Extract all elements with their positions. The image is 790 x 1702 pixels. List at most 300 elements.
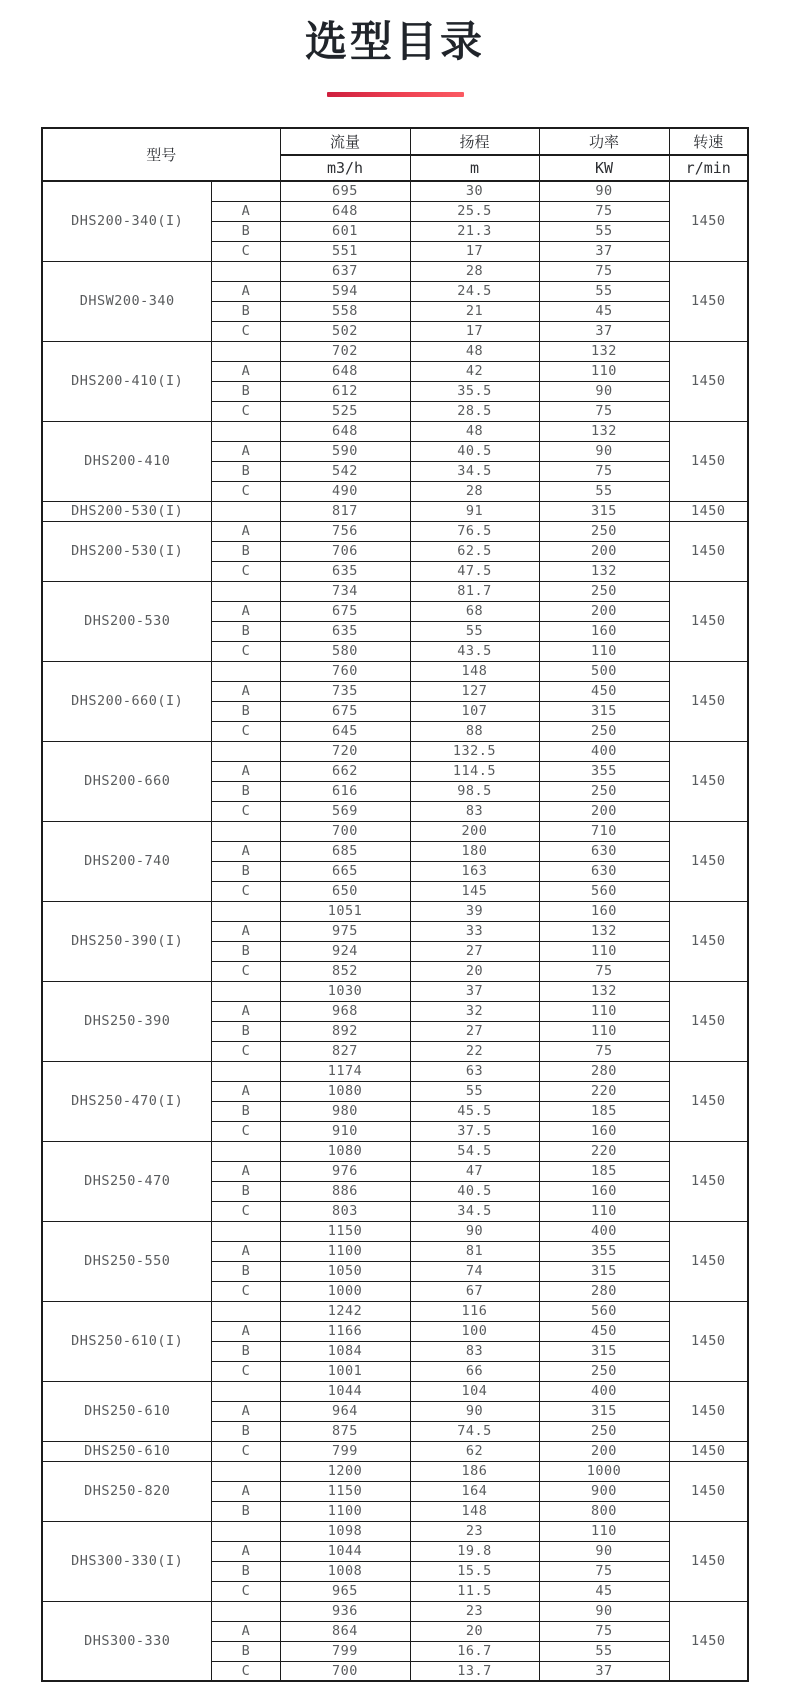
model-cell: DHS200-410 <box>42 421 212 501</box>
flow-value-cell: 1100 <box>280 1501 410 1521</box>
flow-value-cell: 665 <box>280 861 410 881</box>
speed-value-cell: 1450 <box>669 1601 748 1681</box>
head-value-cell: 148 <box>410 661 539 681</box>
flow-value-cell: 1100 <box>280 1241 410 1261</box>
variant-letter-cell: A <box>212 1401 280 1421</box>
model-cell: DHS250-610 <box>42 1441 212 1461</box>
flow-value-cell: 1080 <box>280 1081 410 1101</box>
flow-value-cell: 662 <box>280 761 410 781</box>
variant-letter-cell <box>212 261 280 281</box>
flow-value-cell: 1044 <box>280 1381 410 1401</box>
variant-letter-cell <box>212 1601 280 1621</box>
variant-letter-cell: C <box>212 1361 280 1381</box>
head-value-cell: 20 <box>410 961 539 981</box>
head-value-cell: 74 <box>410 1261 539 1281</box>
flow-value-cell: 645 <box>280 721 410 741</box>
variant-letter-cell <box>212 1521 280 1541</box>
variant-letter-cell: A <box>212 1321 280 1341</box>
speed-value-cell: 1450 <box>669 1301 748 1381</box>
flow-value-cell: 616 <box>280 781 410 801</box>
head-value-cell: 34.5 <box>410 1201 539 1221</box>
table-row <box>42 341 748 361</box>
power-value-cell: 500 <box>539 661 669 681</box>
power-value-cell: 110 <box>539 1201 669 1221</box>
flow-value-cell: 975 <box>280 921 410 941</box>
speed-value-cell: 1450 <box>669 521 748 581</box>
model-cell: DHS250-610 <box>42 1381 212 1441</box>
model-cell: DHS250-470(I) <box>42 1061 212 1141</box>
flow-value-cell: 648 <box>280 201 410 221</box>
head-value-cell: 66 <box>410 1361 539 1381</box>
variant-letter-cell <box>212 1061 280 1081</box>
flow-value-cell: 700 <box>280 821 410 841</box>
variant-letter-cell: A <box>212 1621 280 1641</box>
table-row <box>42 1461 748 1481</box>
flow-value-cell: 675 <box>280 701 410 721</box>
flow-value-cell: 720 <box>280 741 410 761</box>
power-value-cell: 75 <box>539 1621 669 1641</box>
head-value-cell: 13.7 <box>410 1661 539 1681</box>
flow-value-cell: 525 <box>280 401 410 421</box>
speed-value-cell: 1450 <box>669 981 748 1061</box>
variant-letter-cell: B <box>212 1181 280 1201</box>
variant-letter-cell: A <box>212 361 280 381</box>
head-value-cell: 27 <box>410 1021 539 1041</box>
speed-value-cell: 1450 <box>669 661 748 741</box>
head-value-cell: 81.7 <box>410 581 539 601</box>
head-value-cell: 28 <box>410 261 539 281</box>
head-value-cell: 37.5 <box>410 1121 539 1141</box>
flow-value-cell: 1051 <box>280 901 410 921</box>
head-value-cell: 132.5 <box>410 741 539 761</box>
variant-letter-cell <box>212 661 280 681</box>
table-body <box>42 181 748 1681</box>
variant-letter-cell: C <box>212 801 280 821</box>
model-cell: DHS250-390(I) <box>42 901 212 981</box>
variant-letter-cell <box>212 901 280 921</box>
variant-letter-cell <box>212 581 280 601</box>
power-value-cell: 110 <box>539 1001 669 1021</box>
variant-letter-cell: B <box>212 701 280 721</box>
flow-value-cell: 1174 <box>280 1061 410 1081</box>
head-value-cell: 163 <box>410 861 539 881</box>
power-value-cell: 75 <box>539 461 669 481</box>
power-value-cell: 315 <box>539 1261 669 1281</box>
head-value-cell: 55 <box>410 1081 539 1101</box>
table-row <box>42 521 748 541</box>
power-value-cell: 160 <box>539 1181 669 1201</box>
flow-value-cell: 702 <box>280 341 410 361</box>
col-unit-power: KW <box>539 155 669 181</box>
head-value-cell: 62.5 <box>410 541 539 561</box>
flow-value-cell: 924 <box>280 941 410 961</box>
power-value-cell: 55 <box>539 281 669 301</box>
head-value-cell: 63 <box>410 1061 539 1081</box>
variant-letter-cell <box>212 501 280 521</box>
variant-letter-cell <box>212 821 280 841</box>
table-row <box>42 1221 748 1241</box>
flow-value-cell: 799 <box>280 1641 410 1661</box>
model-cell: DHS200-530(I) <box>42 521 212 581</box>
table-row <box>42 1521 748 1541</box>
table-row <box>42 821 748 841</box>
head-value-cell: 23 <box>410 1601 539 1621</box>
head-value-cell: 200 <box>410 821 539 841</box>
table-row <box>42 1381 748 1401</box>
col-header-power: 功率 <box>539 128 669 155</box>
flow-value-cell: 594 <box>280 281 410 301</box>
flow-value-cell: 1001 <box>280 1361 410 1381</box>
flow-value-cell: 580 <box>280 641 410 661</box>
flow-value-cell: 551 <box>280 241 410 261</box>
title-underline-bar <box>327 92 464 97</box>
model-cell: DHS300-330 <box>42 1601 212 1681</box>
variant-letter-cell: A <box>212 1161 280 1181</box>
col-unit-head: m <box>410 155 539 181</box>
power-value-cell: 800 <box>539 1501 669 1521</box>
variant-letter-cell: A <box>212 1081 280 1101</box>
flow-value-cell: 968 <box>280 1001 410 1021</box>
speed-value-cell: 1450 <box>669 1461 748 1521</box>
table-row <box>42 1301 748 1321</box>
variant-letter-cell: C <box>212 1121 280 1141</box>
flow-value-cell: 864 <box>280 1621 410 1641</box>
head-value-cell: 54.5 <box>410 1141 539 1161</box>
table-row <box>42 501 748 521</box>
model-cell: DHS200-660 <box>42 741 212 821</box>
flow-value-cell: 601 <box>280 221 410 241</box>
head-value-cell: 37 <box>410 981 539 1001</box>
power-value-cell: 110 <box>539 941 669 961</box>
variant-letter-cell: C <box>212 1581 280 1601</box>
variant-letter-cell <box>212 741 280 761</box>
head-value-cell: 21.3 <box>410 221 539 241</box>
speed-value-cell: 1450 <box>669 1381 748 1441</box>
variant-letter-cell: A <box>212 921 280 941</box>
power-value-cell: 75 <box>539 201 669 221</box>
power-value-cell: 200 <box>539 601 669 621</box>
variant-letter-cell: A <box>212 521 280 541</box>
flow-value-cell: 558 <box>280 301 410 321</box>
power-value-cell: 55 <box>539 481 669 501</box>
head-value-cell: 180 <box>410 841 539 861</box>
flow-value-cell: 735 <box>280 681 410 701</box>
variant-letter-cell: B <box>212 1641 280 1661</box>
head-value-cell: 68 <box>410 601 539 621</box>
head-value-cell: 148 <box>410 1501 539 1521</box>
power-value-cell: 45 <box>539 301 669 321</box>
table-row <box>42 181 748 201</box>
model-cell: DHS200-660(I) <box>42 661 212 741</box>
head-value-cell: 100 <box>410 1321 539 1341</box>
power-value-cell: 160 <box>539 901 669 921</box>
flow-value-cell: 695 <box>280 181 410 201</box>
power-value-cell: 75 <box>539 261 669 281</box>
flow-value-cell: 1044 <box>280 1541 410 1561</box>
power-value-cell: 400 <box>539 1221 669 1241</box>
head-value-cell: 15.5 <box>410 1561 539 1581</box>
power-value-cell: 185 <box>539 1101 669 1121</box>
variant-letter-cell: A <box>212 281 280 301</box>
variant-letter-cell: B <box>212 301 280 321</box>
variant-letter-cell: B <box>212 621 280 641</box>
variant-letter-cell: A <box>212 841 280 861</box>
power-value-cell: 250 <box>539 581 669 601</box>
flow-value-cell: 1242 <box>280 1301 410 1321</box>
variant-letter-cell: A <box>212 681 280 701</box>
power-value-cell: 250 <box>539 721 669 741</box>
model-cell: DHS200-530 <box>42 581 212 661</box>
flow-value-cell: 980 <box>280 1101 410 1121</box>
power-value-cell: 315 <box>539 501 669 521</box>
head-value-cell: 33 <box>410 921 539 941</box>
variant-letter-cell: C <box>212 401 280 421</box>
head-value-cell: 24.5 <box>410 281 539 301</box>
head-value-cell: 47.5 <box>410 561 539 581</box>
head-value-cell: 19.8 <box>410 1541 539 1561</box>
power-value-cell: 355 <box>539 761 669 781</box>
speed-value-cell: 1450 <box>669 1061 748 1141</box>
head-value-cell: 32 <box>410 1001 539 1021</box>
variant-letter-cell: C <box>212 561 280 581</box>
variant-letter-cell: B <box>212 941 280 961</box>
flow-value-cell: 590 <box>280 441 410 461</box>
power-value-cell: 250 <box>539 1421 669 1441</box>
head-value-cell: 114.5 <box>410 761 539 781</box>
head-value-cell: 40.5 <box>410 441 539 461</box>
flow-value-cell: 569 <box>280 801 410 821</box>
variant-letter-cell: B <box>212 1341 280 1361</box>
power-value-cell: 110 <box>539 1021 669 1041</box>
flow-value-cell: 1098 <box>280 1521 410 1541</box>
speed-value-cell: 1450 <box>669 1221 748 1301</box>
speed-value-cell: 1450 <box>669 901 748 981</box>
table-row <box>42 421 748 441</box>
variant-letter-cell: C <box>212 641 280 661</box>
variant-letter-cell <box>212 421 280 441</box>
head-value-cell: 98.5 <box>410 781 539 801</box>
table-row <box>42 1601 748 1621</box>
power-value-cell: 250 <box>539 781 669 801</box>
flow-value-cell: 799 <box>280 1441 410 1461</box>
head-value-cell: 55 <box>410 621 539 641</box>
head-value-cell: 34.5 <box>410 461 539 481</box>
flow-value-cell: 542 <box>280 461 410 481</box>
variant-letter-cell: B <box>212 381 280 401</box>
power-value-cell: 90 <box>539 381 669 401</box>
variant-letter-cell: C <box>212 1281 280 1301</box>
head-value-cell: 17 <box>410 321 539 341</box>
flow-value-cell: 1150 <box>280 1481 410 1501</box>
model-cell: DHS200-740 <box>42 821 212 901</box>
variant-letter-cell <box>212 1141 280 1161</box>
head-value-cell: 35.5 <box>410 381 539 401</box>
variant-letter-cell: B <box>212 1101 280 1121</box>
flow-value-cell: 635 <box>280 561 410 581</box>
variant-letter-cell <box>212 181 280 201</box>
power-value-cell: 630 <box>539 861 669 881</box>
table-header <box>42 128 748 181</box>
power-value-cell: 200 <box>539 801 669 821</box>
variant-letter-cell: A <box>212 1541 280 1561</box>
power-value-cell: 400 <box>539 741 669 761</box>
power-value-cell: 45 <box>539 1581 669 1601</box>
variant-letter-cell <box>212 341 280 361</box>
power-value-cell: 220 <box>539 1081 669 1101</box>
variant-letter-cell <box>212 1221 280 1241</box>
flow-value-cell: 1030 <box>280 981 410 1001</box>
table-row <box>42 1441 748 1461</box>
head-value-cell: 45.5 <box>410 1101 539 1121</box>
model-cell: DHS300-330(I) <box>42 1521 212 1601</box>
head-value-cell: 116 <box>410 1301 539 1321</box>
head-value-cell: 47 <box>410 1161 539 1181</box>
power-value-cell: 355 <box>539 1241 669 1261</box>
variant-letter-cell: A <box>212 761 280 781</box>
model-cell: DHS200-340(I) <box>42 181 212 261</box>
power-value-cell: 90 <box>539 441 669 461</box>
flow-value-cell: 852 <box>280 961 410 981</box>
variant-letter-cell <box>212 981 280 1001</box>
flow-value-cell: 1166 <box>280 1321 410 1341</box>
head-value-cell: 40.5 <box>410 1181 539 1201</box>
head-value-cell: 186 <box>410 1461 539 1481</box>
flow-value-cell: 612 <box>280 381 410 401</box>
speed-value-cell: 1450 <box>669 341 748 421</box>
speed-value-cell: 1450 <box>669 181 748 261</box>
flow-value-cell: 648 <box>280 361 410 381</box>
variant-letter-cell: C <box>212 961 280 981</box>
power-value-cell: 315 <box>539 701 669 721</box>
model-cell: DHS200-530(I) <box>42 501 212 521</box>
flow-value-cell: 1000 <box>280 1281 410 1301</box>
head-value-cell: 28.5 <box>410 401 539 421</box>
flow-value-cell: 490 <box>280 481 410 501</box>
head-value-cell: 48 <box>410 421 539 441</box>
flow-value-cell: 875 <box>280 1421 410 1441</box>
head-value-cell: 16.7 <box>410 1641 539 1661</box>
head-value-cell: 164 <box>410 1481 539 1501</box>
power-value-cell: 90 <box>539 1541 669 1561</box>
table-row <box>42 741 748 761</box>
power-value-cell: 110 <box>539 641 669 661</box>
variant-letter-cell <box>212 1301 280 1321</box>
col-header-speed: 转速 <box>669 128 748 155</box>
head-value-cell: 39 <box>410 901 539 921</box>
head-value-cell: 127 <box>410 681 539 701</box>
col-header-flow: 流量 <box>280 128 410 155</box>
variant-letter-cell: C <box>212 1661 280 1681</box>
power-value-cell: 280 <box>539 1061 669 1081</box>
speed-value-cell: 1450 <box>669 821 748 901</box>
power-value-cell: 400 <box>539 1381 669 1401</box>
flow-value-cell: 734 <box>280 581 410 601</box>
flow-value-cell: 650 <box>280 881 410 901</box>
power-value-cell: 250 <box>539 1361 669 1381</box>
head-value-cell: 90 <box>410 1401 539 1421</box>
flow-value-cell: 1008 <box>280 1561 410 1581</box>
variant-letter-cell: B <box>212 461 280 481</box>
flow-value-cell: 817 <box>280 501 410 521</box>
head-value-cell: 104 <box>410 1381 539 1401</box>
power-value-cell: 132 <box>539 421 669 441</box>
power-value-cell: 560 <box>539 1301 669 1321</box>
variant-letter-cell: C <box>212 1041 280 1061</box>
head-value-cell: 30 <box>410 181 539 201</box>
power-value-cell: 1000 <box>539 1461 669 1481</box>
power-value-cell: 220 <box>539 1141 669 1161</box>
flow-value-cell: 635 <box>280 621 410 641</box>
variant-letter-cell: A <box>212 1001 280 1021</box>
variant-letter-cell: C <box>212 1441 280 1461</box>
speed-value-cell: 1450 <box>669 501 748 521</box>
model-cell: DHSW200-340 <box>42 261 212 341</box>
power-value-cell: 132 <box>539 921 669 941</box>
flow-value-cell: 936 <box>280 1601 410 1621</box>
flow-value-cell: 1084 <box>280 1341 410 1361</box>
flow-value-cell: 502 <box>280 321 410 341</box>
power-value-cell: 55 <box>539 1641 669 1661</box>
table-row <box>42 1141 748 1161</box>
speed-value-cell: 1450 <box>669 261 748 341</box>
speed-value-cell: 1450 <box>669 741 748 821</box>
flow-value-cell: 700 <box>280 1661 410 1681</box>
variant-letter-cell: C <box>212 481 280 501</box>
head-value-cell: 21 <box>410 301 539 321</box>
head-value-cell: 83 <box>410 801 539 821</box>
head-value-cell: 83 <box>410 1341 539 1361</box>
power-value-cell: 75 <box>539 401 669 421</box>
head-value-cell: 11.5 <box>410 1581 539 1601</box>
flow-value-cell: 976 <box>280 1161 410 1181</box>
table-row <box>42 901 748 921</box>
head-value-cell: 20 <box>410 1621 539 1641</box>
flow-value-cell: 637 <box>280 261 410 281</box>
head-value-cell: 107 <box>410 701 539 721</box>
power-value-cell: 75 <box>539 1561 669 1581</box>
variant-letter-cell: B <box>212 861 280 881</box>
table-row <box>42 661 748 681</box>
flow-value-cell: 685 <box>280 841 410 861</box>
power-value-cell: 75 <box>539 961 669 981</box>
selection-catalog-table <box>41 127 749 1682</box>
head-value-cell: 90 <box>410 1221 539 1241</box>
power-value-cell: 132 <box>539 981 669 1001</box>
power-value-cell: 560 <box>539 881 669 901</box>
variant-letter-cell <box>212 1381 280 1401</box>
power-value-cell: 110 <box>539 1521 669 1541</box>
variant-letter-cell: B <box>212 541 280 561</box>
speed-value-cell: 1450 <box>669 1521 748 1601</box>
head-value-cell: 23 <box>410 1521 539 1541</box>
head-value-cell: 48 <box>410 341 539 361</box>
power-value-cell: 280 <box>539 1281 669 1301</box>
model-cell: DHS200-410(I) <box>42 341 212 421</box>
flow-value-cell: 964 <box>280 1401 410 1421</box>
flow-value-cell: 1150 <box>280 1221 410 1241</box>
head-value-cell: 62 <box>410 1441 539 1461</box>
power-value-cell: 185 <box>539 1161 669 1181</box>
head-value-cell: 81 <box>410 1241 539 1261</box>
power-value-cell: 450 <box>539 681 669 701</box>
flow-value-cell: 756 <box>280 521 410 541</box>
variant-letter-cell: B <box>212 1561 280 1581</box>
power-value-cell: 315 <box>539 1341 669 1361</box>
speed-value-cell: 1450 <box>669 1441 748 1461</box>
table-row <box>42 581 748 601</box>
variant-letter-cell: B <box>212 221 280 241</box>
power-value-cell: 75 <box>539 1041 669 1061</box>
